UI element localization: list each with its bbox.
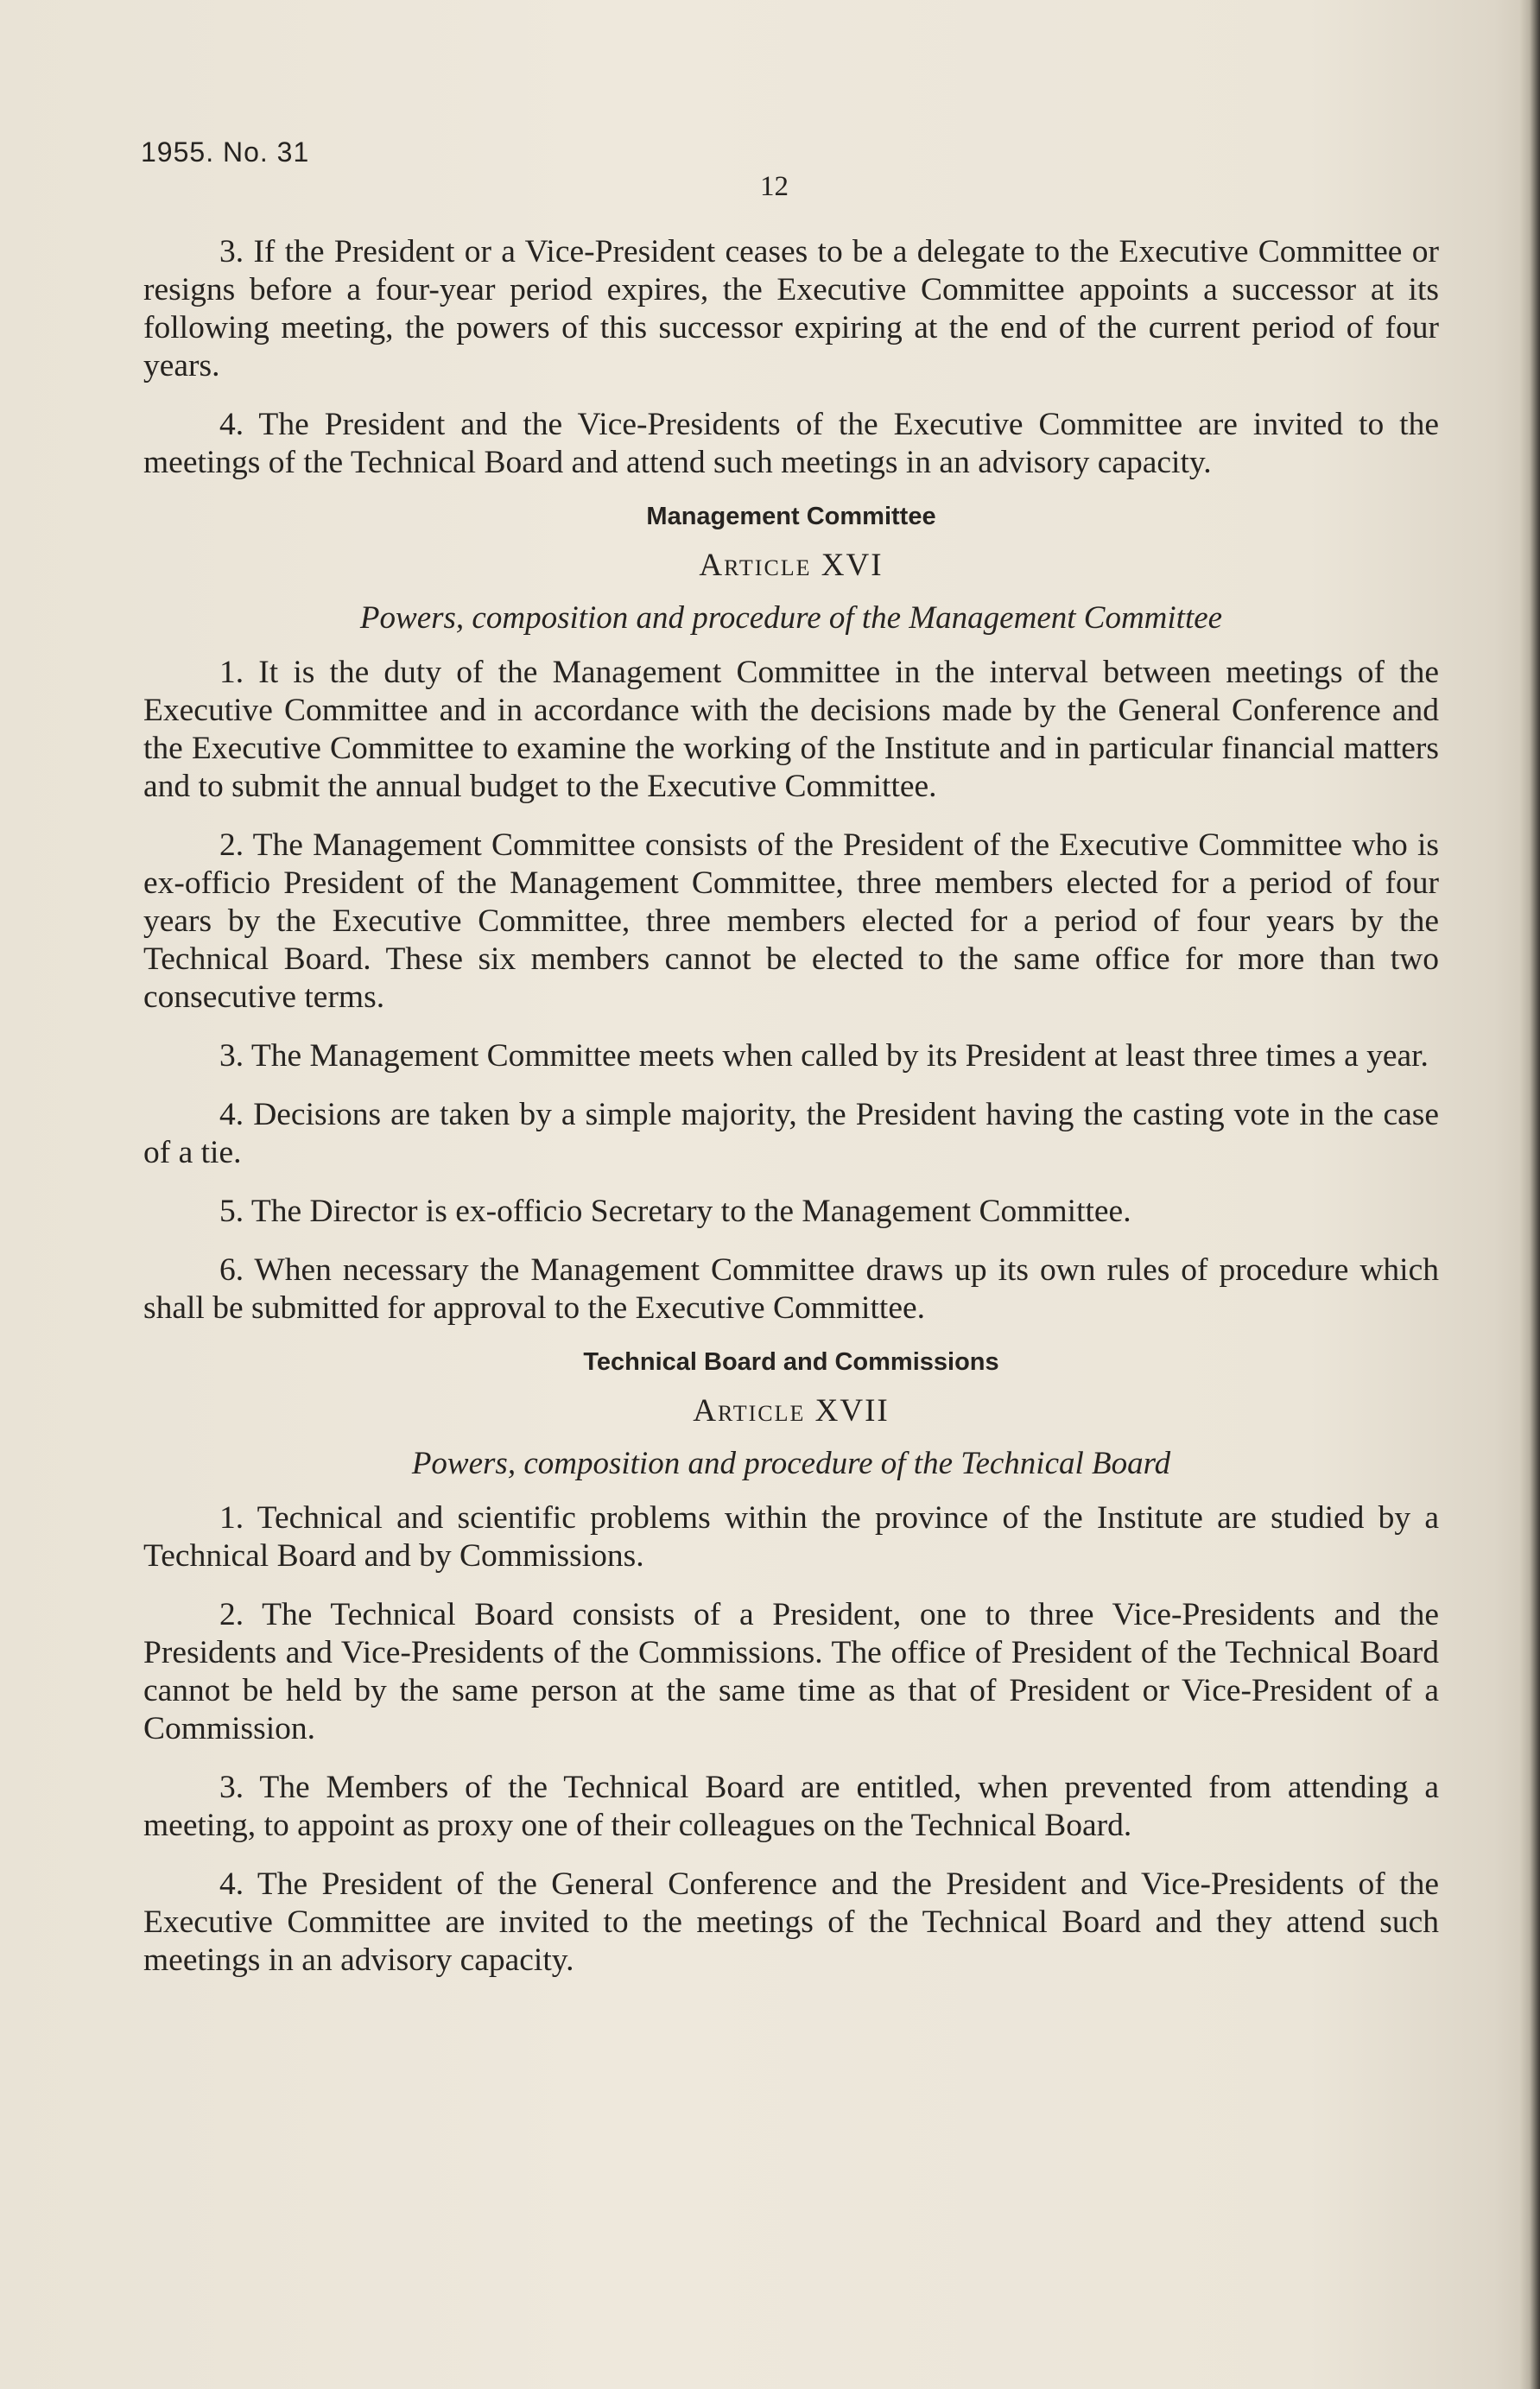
section-heading: Management Committee <box>646 503 936 530</box>
section-heading: Technical Board and Commissions <box>583 1348 999 1376</box>
paragraph: 3. The Management Committee meets when called by its President at least three times a year. <box>219 1038 1429 1074</box>
page-edge-shadow <box>1519 0 1540 2389</box>
paragraph: 5. The Director is ex-officio Secretary to the Management Committee. <box>219 1194 1131 1229</box>
paragraph: 4. The President and the Vice-Presidents of the Executive Committee are invited to the meetings of the Technical Board and attend such meetings in an advisory capacity. <box>143 407 1439 480</box>
page-number: 12 <box>760 171 789 202</box>
paragraph: 1. Technical and scientific problems within the province of the Institute are studied by a Technical Board and by Commissions. <box>143 1500 1439 1574</box>
paragraph: 3. If the President or a Vice-President ceases to be a delegate to the Executive Committee or resigns before a four-year period expires, the Executive Committee appoints a successor at its following meeting, the powers of this successor expiring at the end of the current period of four years. <box>143 234 1439 383</box>
article-subtitle: Powers, composition and procedure of the Technical Board <box>411 1446 1171 1481</box>
paragraph: 2. The Technical Board consists of a President, one to three Vice-Presidents and the Presidents and Vice-Presidents of the Commissions. The office of President of the Technical Board cannot be held by the same person at the same time as that of President or Vice-President of a Commission. <box>143 1597 1439 1746</box>
paragraph: 6. When necessary the Management Committee draws up its own rules of procedure which shall be submitted for approval to the Executive Committee. <box>143 1252 1439 1326</box>
paragraph: 2. The Management Committee consists of the President of the Executive Committee who is ex-officio President of the Management Committee, three members elected for a period of four years by the Executive Committee, three members elected for a period of four years by the Technical Board. These six members cannot be elected to the same office for more than two consecutive terms. <box>143 827 1439 1015</box>
article-heading: Article XVII <box>693 1393 890 1429</box>
article-heading: Article XVI <box>699 548 884 583</box>
document-body <box>143 233 1439 2000</box>
paragraph: 3. The Members of the Technical Board are entitled, when prevented from attending a meeting, to appoint as proxy one of their colleagues on the Technical Board. <box>143 1770 1439 1843</box>
article-subtitle: Powers, composition and procedure of the Management Committee <box>359 600 1223 636</box>
document-reference: 1955. No. 31 <box>141 136 310 168</box>
paragraph: 4. The President of the General Conference and the President and Vice-Presidents of the Executive Committee are invited to the meetings of the Technical Board and they attend such meetings in an advisory capacity. <box>143 1866 1439 1978</box>
paragraph: 1. It is the duty of the Management Committee in the interval between meetings of the Executive Committee and in accordance with the decisions made by the General Conference and the Executive Committee to examine the working of the Institute and in particular financial matters and to submit the annual budget to the Executive Committee. <box>143 655 1439 804</box>
paragraph: 4. Decisions are taken by a simple majority, the President having the casting vote in the case of a tie. <box>143 1097 1439 1170</box>
